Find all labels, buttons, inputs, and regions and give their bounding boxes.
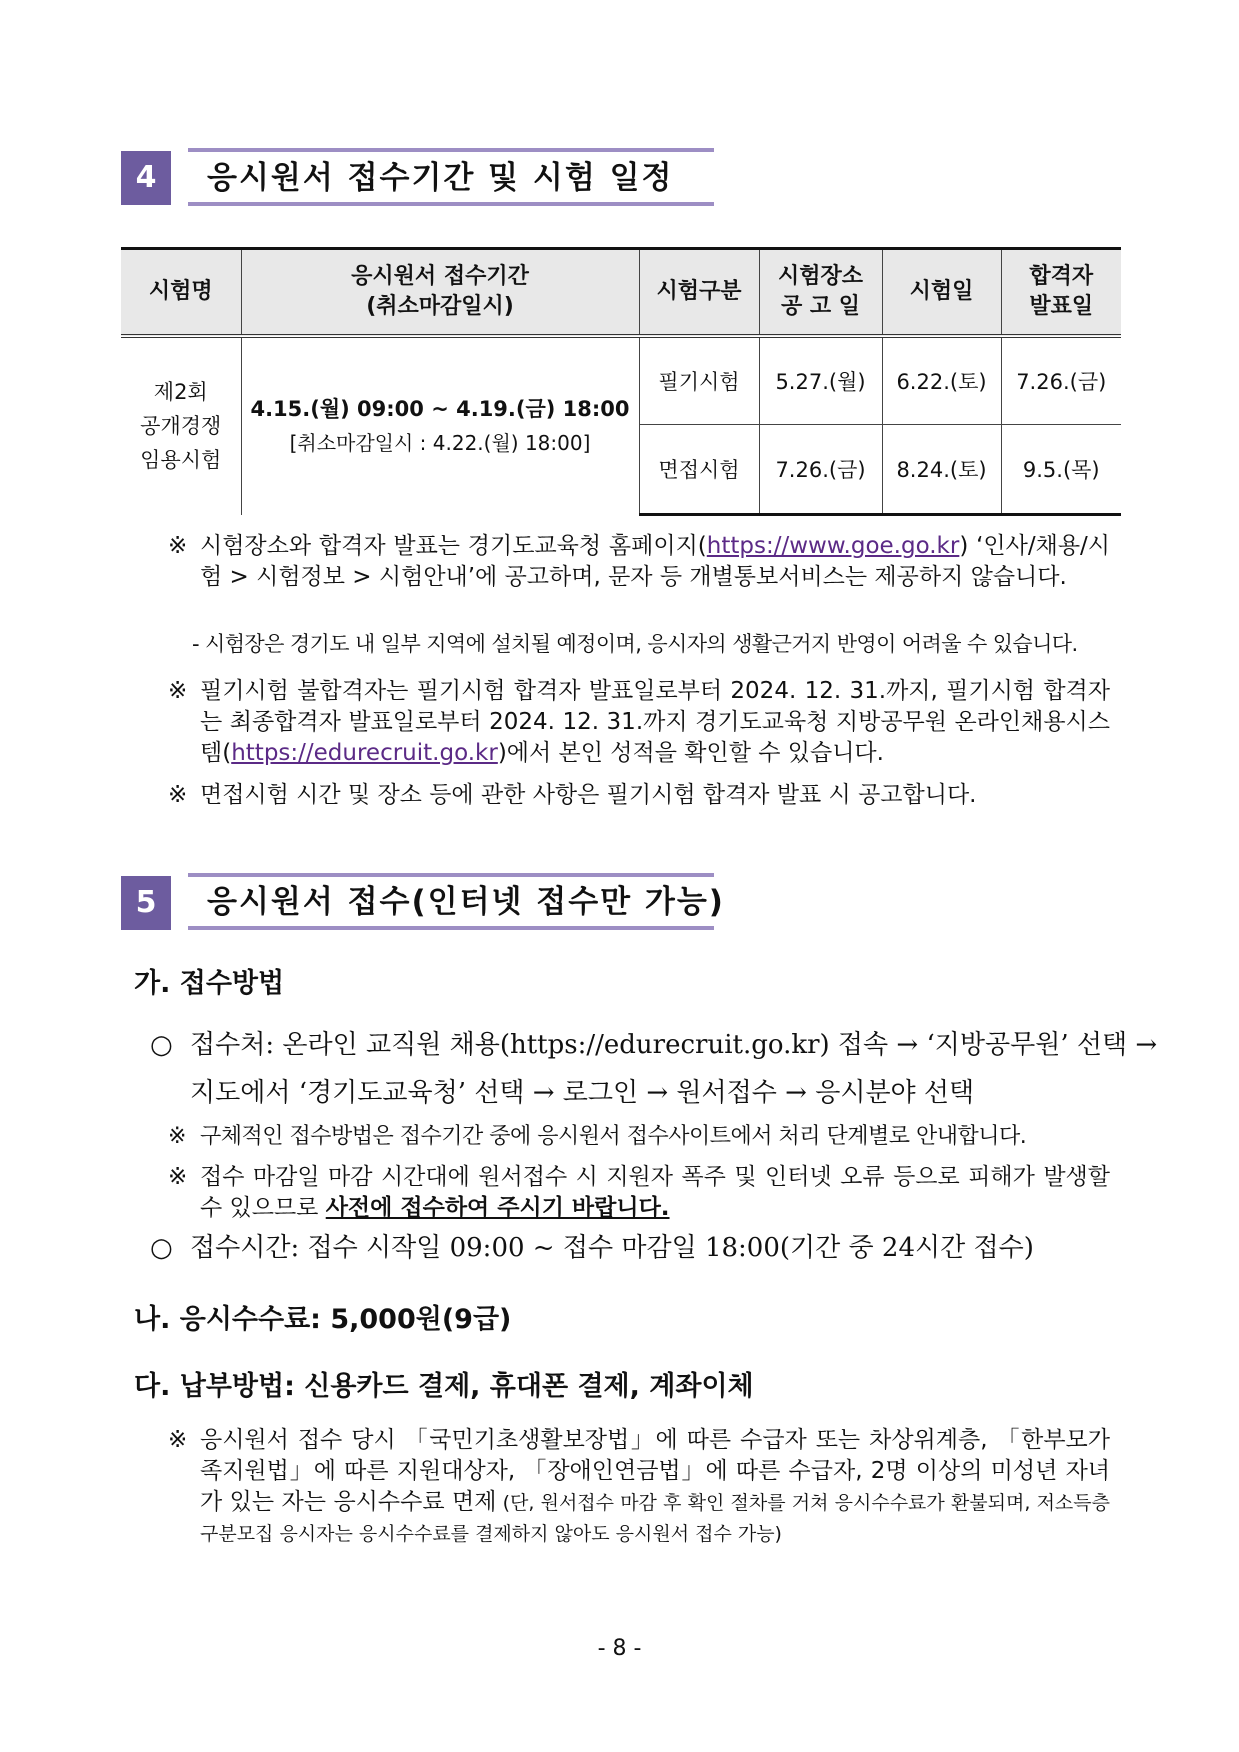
reference-mark: ※	[168, 782, 188, 808]
row2-result-date: 9.5.(목)	[1001, 425, 1121, 515]
note1-text-pre: 시험장소와 합격자 발표는 경기도교육청 홈페이지(	[200, 533, 707, 559]
subheading-da-payment: 다. 납부방법: 신용카드 결제, 휴대폰 결제, 계좌이체	[134, 1371, 754, 1402]
section-4-bottom-line	[188, 202, 714, 206]
application-site-item	[150, 1021, 1158, 1117]
header-venue-line1: 시험장소	[777, 264, 863, 289]
row2-type: 면접시험	[639, 425, 759, 515]
section-5-title: 응시원서 접수(인터넷 접수만 가능)	[207, 884, 725, 920]
note-deadline-warning	[168, 1162, 1110, 1224]
exam-name-cell	[121, 336, 241, 515]
header-result-line1: 합격자	[1029, 264, 1094, 289]
header-result-date	[1001, 249, 1121, 337]
note-fee-exemption	[168, 1425, 1110, 1549]
note2-text-pre: 필기시험 불합격자는 필기시험 합격자 발표일로부터 2024. 12. 31.까지, 필기시험 합격자는 최종합격자 발표일로부터 2024. 12. 31.까지 경기도교육청 지방공무원 온라인채용시스템(	[200, 678, 1110, 766]
header-application-period	[241, 249, 639, 337]
header-result-line2: 발표일	[1029, 294, 1094, 319]
exam-name-line3: 임용시험	[140, 448, 222, 473]
application-site-line1: 접수처: 온라인 교직원 채용(https://edurecruit.go.kr) 접속 → ‘지방공무원’ 선택 →	[190, 1030, 1158, 1060]
reference-mark: ※	[168, 1124, 186, 1149]
note2-text-post: )에서 본인 성적을 확인할 수 있습니다.	[497, 740, 884, 766]
note-application-guide-text: 구체적인 접수방법은 접수기간 중에 응시원서 접수사이트에서 처리 단계별로 안내합니다.	[200, 1124, 1027, 1149]
reference-mark: ※	[168, 533, 188, 559]
row2-venue-date: 7.26.(금)	[759, 425, 882, 515]
deadline-warning-emphasis: 사전에 접수하여 주시기 바랍니다.	[325, 1195, 670, 1221]
header-venue-notice	[759, 249, 882, 337]
section-5-bottom-line	[188, 926, 714, 930]
header-venue-line2: 공 고 일	[780, 294, 861, 319]
note-interview-notice	[168, 780, 1110, 811]
table-header-row	[121, 249, 1121, 337]
fee-exemption-text: 응시원서 접수 당시 「국민기초생활보장법」에 따른 수급자 또는 차상위계층, 「한부모가족지원법」에 따른 지원대상자, 「장애인연금법」에 따른 수급자, 2명 이상의 미성년 자녀가 있는 자는 응시수수료 면제	[200, 1427, 1110, 1515]
reference-mark: ※	[168, 678, 188, 704]
exam-name-line2: 공개경쟁	[140, 414, 222, 439]
application-site-line2: 지도에서 ‘경기도교육청’ 선택 → 로그인 → 원서접수 → 응시분야 선택	[190, 1078, 975, 1108]
header-exam-type: 시험구분	[639, 249, 759, 337]
header-exam-date: 시험일	[882, 249, 1001, 337]
deadline-warning-text: 접수 마감일 마감 시간대에 원서접수 시 지원자 폭주 및 인터넷 오류 등으로 피해가 발생할 수 있으므로	[200, 1164, 1110, 1221]
section-5-number: 5	[121, 876, 171, 930]
note-venue-location: - 시험장은 경기도 내 일부 지역에 설치될 예정이며, 응시자의 생활근거지 반영이 어려울 수 있습니다.	[192, 632, 1078, 656]
bullet-circle: ○	[150, 1030, 173, 1060]
application-time-text: 접수시간: 접수 시작일 09:00 ~ 접수 마감일 18:00(기간 중 24시간 접수)	[190, 1233, 1034, 1263]
application-period-cell	[241, 336, 639, 515]
application-period: 4.15.(월) 09:00 ~ 4.19.(금) 18:00	[250, 397, 630, 422]
application-time-item	[150, 1224, 1140, 1272]
header-exam-name: 시험명	[121, 249, 241, 337]
goe-homepage-link[interactable]: https://www.goe.go.kr	[706, 533, 960, 559]
row2-exam-date: 8.24.(토)	[882, 425, 1001, 515]
row1-venue-date: 5.27.(월)	[759, 336, 882, 425]
note1-text-post: ) ‘인사/채용/시험 > 시험정보 > 시험안내’에 공고하며, 문자 등 개별통보서비스는 제공하지 않습니다.	[200, 533, 1111, 590]
section-4-title: 응시원서 접수기간 및 시험 일정	[207, 160, 674, 196]
note-venue-announcement	[168, 531, 1110, 593]
exam-name-line1: 제2회	[153, 380, 208, 405]
edurecruit-link[interactable]: https://edurecruit.go.kr	[231, 740, 498, 766]
row1-type: 필기시험	[639, 336, 759, 425]
page-number: - 8 -	[597, 1636, 642, 1661]
header-period-line2: (취소마감일시)	[366, 294, 514, 319]
subheading-ga: 가. 접수방법	[134, 968, 285, 999]
reference-mark: ※	[168, 1427, 188, 1453]
reference-mark: ※	[168, 1164, 188, 1190]
header-period-line1: 응시원서 접수기간	[351, 264, 529, 289]
fee-exemption-detail: (단, 원서접수 마감 후 확인 절차를 거쳐 응시수수료가 환불되며, 저소득층 구분모집 응시자는 응시수수료를 결제하지 않아도 응시원서 접수 가능)	[200, 1492, 1110, 1545]
cancel-deadline: [취소마감일시 : 4.22.(월) 18:00]	[289, 431, 591, 456]
note-score-check	[168, 676, 1110, 769]
section-5-top-line	[188, 873, 714, 877]
section-4-number: 4	[121, 151, 171, 205]
subheading-na-fee: 나. 응시수수료: 5,000원(9급)	[134, 1304, 512, 1335]
table-row	[121, 336, 1121, 425]
row1-result-date: 7.26.(금)	[1001, 336, 1121, 425]
schedule-table	[121, 247, 1121, 516]
section-4-top-line	[188, 148, 714, 152]
bullet-circle: ○	[150, 1233, 173, 1263]
note3-text: 면접시험 시간 및 장소 등에 관한 사항은 필기시험 합격자 발표 시 공고합니다.	[200, 782, 977, 808]
note-application-guide	[168, 1121, 1110, 1152]
row1-exam-date: 6.22.(토)	[882, 336, 1001, 425]
